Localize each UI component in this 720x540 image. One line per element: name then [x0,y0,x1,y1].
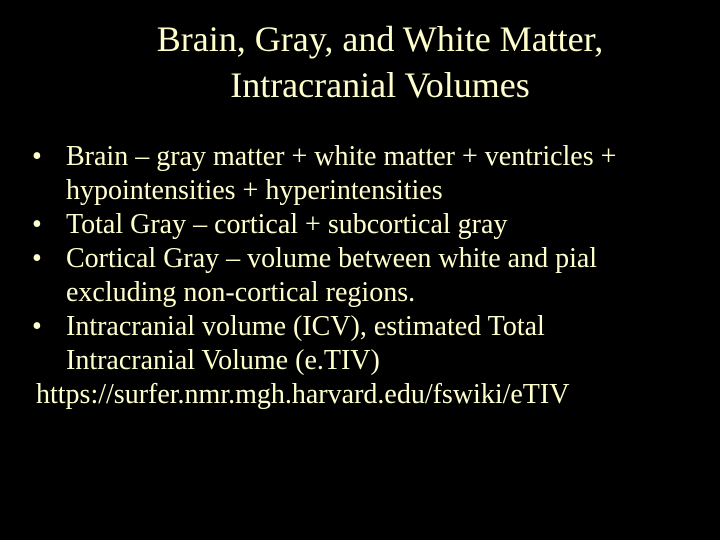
bullet-text-line: Brain – gray matter + white matter + ventricles + [66,141,617,172]
bullet-glyph: • [32,209,42,240]
bullet-glyph: • [32,243,42,274]
title-line-2: Intracranial Volumes [230,65,530,105]
bullet-text-line: excluding non-cortical regions. [66,277,416,308]
bullet-item-cortical-gray [32,242,712,310]
bullet-glyph: • [32,311,42,342]
bullet-text-line: Intracranial volume (ICV), estimated Total [66,311,545,342]
bullet-text-line: Cortical Gray – volume between white and pial [66,243,598,274]
bullet-item-icv [32,310,712,378]
bullet-text-line: Intracranial Volume (e.TIV) [66,345,380,376]
bullet-glyph: • [32,141,42,172]
bullet-list [32,140,712,412]
bullet-text-line: hypointensities + hyperintensities [66,175,443,206]
etiv-url-text: https://surfer.nmr.mgh.harvard.edu/fswiki/eTIV [36,379,570,410]
bullet-text-line: Total Gray – cortical + subcortical gray [66,209,508,240]
title-line-1: Brain, Gray, and White Matter, [156,19,604,59]
slide-title [60,16,700,108]
bullet-item-brain [32,140,712,208]
bullet-item-total-gray [32,208,712,242]
